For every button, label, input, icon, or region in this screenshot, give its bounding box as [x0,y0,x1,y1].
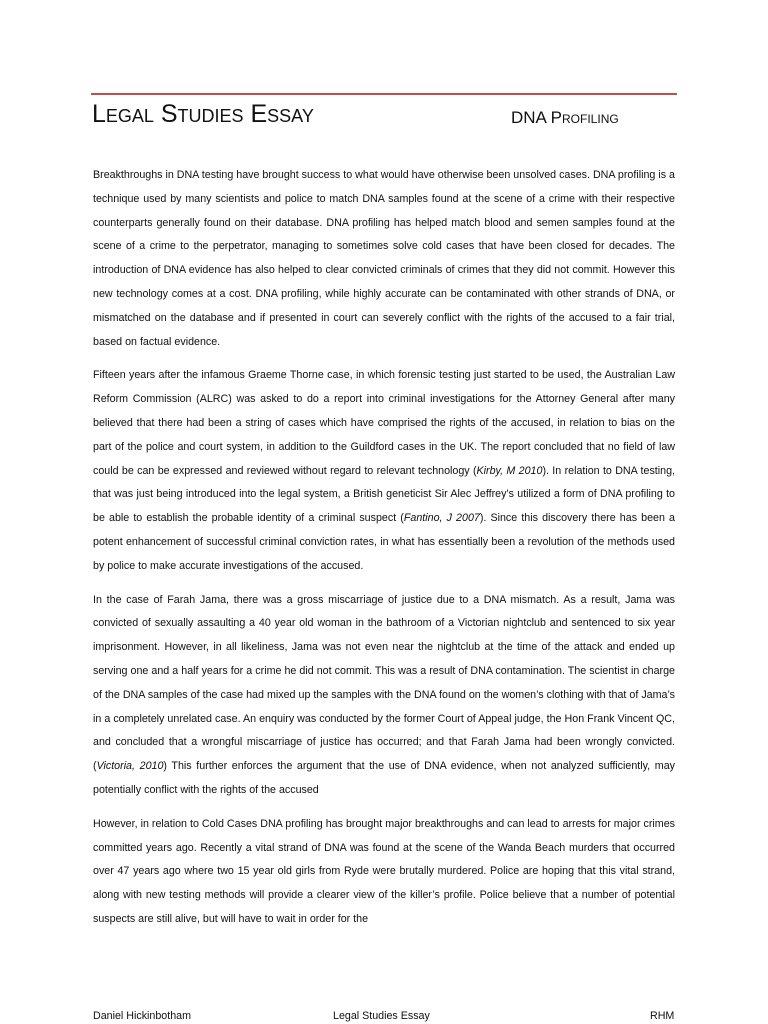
text-run: ). In relation to DNA testing, that was just being introduced into the legal system, a British geneticist Sir Alec Jeffrey’s utilized a form of DNA profiling to be able to establish the probable identity of a criminal suspect ( [93,464,675,525]
paragraph-intro [93,164,675,354]
document-title: Legal Studies Essay [92,100,314,128]
text-run: However, in relation to Cold Cases DNA profiling has brought major breakthroughs and can lead to arrests for major crimes committed years ago. Recently a vital strand of DNA was found at the scene of the Wanda Beach murders that occurred over 47 years ago where two 15 year old girls from Ryde were brutally murdered. Police are hoping that this vital strand, along with new testing methods will provide a clearer view of the killer’s profile. Police believe that a number of potential suspects are still alive, but will have to wait in order for the [93,817,675,925]
text-run: ). Since this discovery there has been a potent enhancement of successful criminal conviction rates, in what has essentially been a revolution of the methods used by police to make accurate investigations of the accused. [93,512,675,572]
paragraph-alrc-report [93,364,675,578]
footer-title: Legal Studies Essay [333,1010,430,1022]
citation: Kirby, M 2010 [476,464,543,477]
document-subtitle: DNA Profiling [511,108,619,127]
footer-author: Daniel Hickinbotham [93,1010,192,1022]
essay-body [93,164,675,942]
text-run: Fifteen years after the infamous Graeme Thorne case, in which forensic testing just started to be used, the Australian Law Reform Commission (ALRC) was asked to do a report into criminal investigations for the Attorney General after many believed that there had been a string of cases which have comprised the rights of the accused, in relation to bias on the part of the police and court system, in addition to the Guildford cases in the UK. The report concluded that no field of law could be can be expressed and reviewed without regard to relevant technology ( [93,369,675,477]
footer-school: RHM [650,1010,675,1022]
text-run: ) This further enforces the argument that the use of DNA evidence, when not analyzed sufficiently, may potentially conflict with the rights of the accused [93,760,675,796]
paragraph-cold-cases [93,813,675,932]
text-run: Breakthroughs in DNA testing have brought success to what would have otherwise been unsolved cases. DNA profiling is a technique used by many scientists and police to match DNA samples found at the scene of a crime with their respective counterparts generally found on their database. DNA profiling has helped match blood and semen samples found at the scene of a crime to the perpetrator, managing to sometimes solve cold cases that have been closed for decades. The introduction of DNA evidence has also helped to clear convicted criminals of crimes that they did not commit. However this new technology comes at a cost. DNA profiling, while highly accurate can be contaminated with other strands of DNA, or mismatched on the database and if presented in court can severely conflict with the rights of the accused to a fair trial, based on factual evidence. [93,169,675,348]
paragraph-farah-jama [93,589,675,803]
header-rule [91,93,677,95]
text-run: In the case of Farah Jama, there was a gross miscarriage of justice due to a DNA mismatch. As a result, Jama was convicted of sexually assaulting a 40 year old woman in the bathroom of a Victorian nightclub and sentenced to six year imprisonment. However, in all likeliness, Jama was not even near the nightclub at the time of the attack and ended up serving one and a half years for a crime he did not commit. This was a result of DNA contamination. The scientist in charge of the DNA samples of the case had mixed up the samples with the DNA found on the women’s clothing with that of Jama’s in a completely unrelated case. An enquiry was conducted by the former Court of Appeal judge, the Hon Frank Vincent QC, and concluded that a wrongful miscarriage of justice has occurred; and that Farah Jama had been wrongly convicted. ( [93,593,675,773]
citation: Victoria, 2010 [96,760,164,773]
citation: Fantino, J 2007 [403,512,480,525]
